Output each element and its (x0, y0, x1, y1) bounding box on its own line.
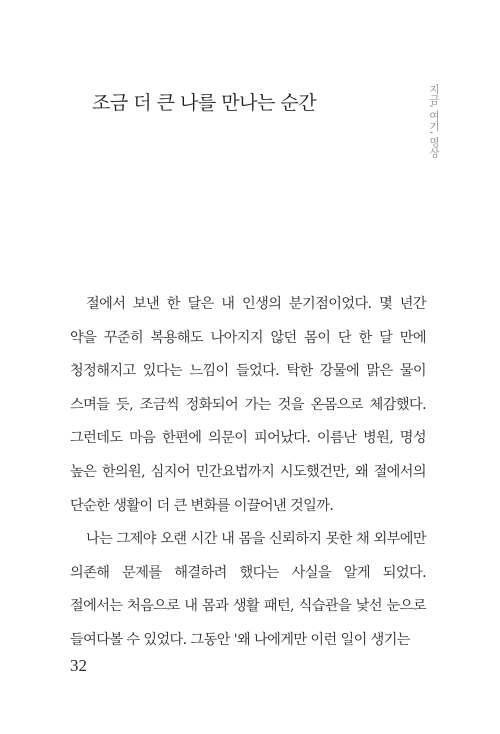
chapter-title: 조금 더 큰 나를 만나는 순간 (92, 92, 317, 114)
running-head: 지금, 여기, 명상 (428, 84, 440, 158)
paragraph-1: 절에서 보낸 한 달은 내 인생의 분기점이었다. 몇 년간 약을 꾸준히 복용해도 나아지지 않던 몸이 단 한 달 만에 청정해지고 있다는 느낌이 들었다. 탁한 강물에 맑은 물이 스며들 듯, 조금씩 정화되어 가는 것을 온몸으로 체감했다. 그런데도 마음 한편에 의문이 피어났다. 이름난 병원, 명성 높은 한의원, 심지어 민간요법까지 시도했건만, 왜 절에서의 단순한 생활이 더 큰 변화를 이끌어낸 것일까. (70, 296, 426, 514)
body-text (70, 288, 426, 658)
paragraph-2: 나는 그제야 오랜 시간 내 몸을 신뢰하지 못한 채 외부에만 의존해 문제를 해결하려 했다는 사실을 알게 되었다. 절에서는 처음으로 내 몸과 생활 패턴, 식습관을 낯선 눈으로 들여다볼 수 있었다. 그동안 '왜 나에게만 이런 일이 생기는 (70, 531, 426, 648)
page-number: 32 (70, 656, 87, 675)
